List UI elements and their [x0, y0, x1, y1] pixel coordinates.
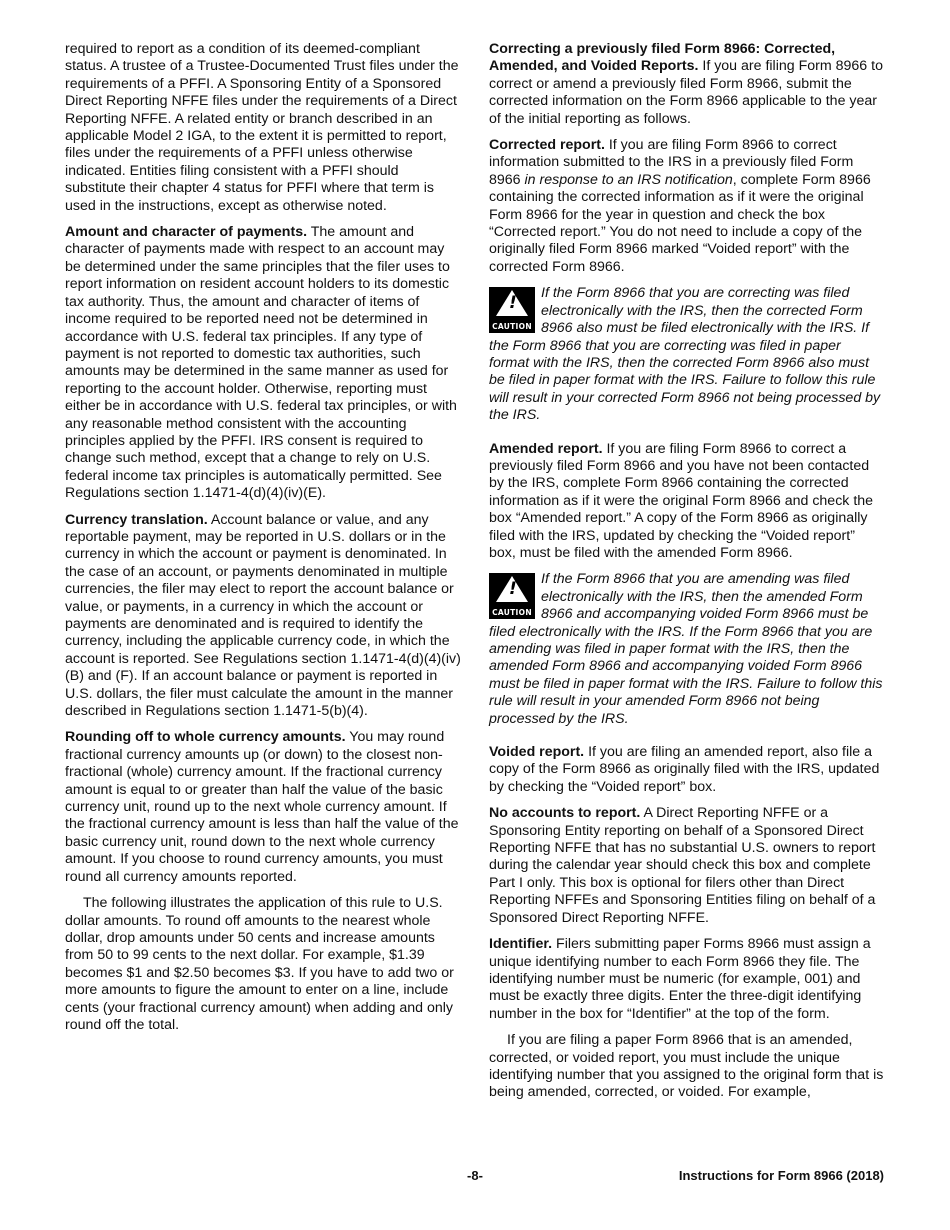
page-number: -8-: [467, 1168, 483, 1183]
paragraph-rounding: [65, 729, 461, 886]
heading-corrected-report: Corrected report.: [489, 137, 605, 154]
heading-identifier: Identifier.: [489, 936, 553, 953]
caution-icon: ! CAUTION: [489, 287, 535, 333]
paragraph-identifier: [489, 936, 884, 1023]
heading-currency-translation: Currency translation.: [65, 511, 208, 528]
caution-note-corrected: [489, 285, 884, 424]
paragraph-deemed-compliant: required to report as a condition of its deemed-compliant status. A trustee of a Trustee-Documented Trust files under the requirements of a PFFI. A Sponsoring Entity of a Sponsored Direct Reporting NFFE files under the requirements of a Direct Reporting NFFE. A related entity or branch described in an applicable Model 2 IGA, to the extent it is permitted to report, files under the requirements of a PFFI unless otherwise indicated. Entities filing consistent with a PFFI should substitute their chapter 4 status for PFFI where that term is used in the instructions, except as otherwise noted.: [65, 41, 459, 214]
paragraph-amended-report: [489, 441, 884, 563]
body-no-accounts: A Direct Reporting NFFE or a Sponsoring Entity reporting on behalf of a Sponsored Direct Reporting NFFE that has no substantial U.S. owners to report during the calendar year should check this box and complete Part I only. This box is optional for filers other than Direct Reporting NFFEs and Sponsoring Entities filing on behalf of a Sponsored Direct Reporting NFFE.: [489, 805, 876, 926]
right-column: [489, 41, 884, 1111]
caution-label: CAUTION: [492, 608, 532, 618]
body-corrected-report-2: , complete Form 8966 containing the corrected information as if it were the original Form 8966 for the year in question and check the box “Corrected report.” You do not need to include a copy of the originally filed Form 8966 marked “Voided report” with the corrected Form 8966.: [489, 171, 871, 275]
body-rounding: You may round fractional currency amounts up (or down) to the closest non-fractional (whole) currency amount. If the fractional currency amount is equal to or greater than half the value of the basic currency unit, round up to the next whole currency amount. If the fractional currency amount is less than half the value of the basic currency unit, round down to the next whole currency amount. If you choose to round currency amounts, you must round all currency amounts reported.: [65, 729, 459, 885]
heading-rounding: Rounding off to whole currency amounts.: [65, 729, 346, 746]
paragraph-no-accounts: [489, 805, 884, 927]
body-identifier: Filers submitting paper Forms 8966 must assign a unique identifying number to each Form 8966 they file. The identifying number must be numeric (for example, 001) and must be exactly three digits. Enter the three-digit identifying number in the box for “Identifier” at the top of the form.: [489, 936, 871, 1022]
caution-icon: ! CAUTION: [489, 573, 535, 619]
paragraph-currency-translation: [65, 512, 461, 721]
heading-voided-report: Voided report.: [489, 744, 585, 761]
heading-amount-character: Amount and character of payments.: [65, 224, 308, 241]
paragraph-identifier-more: If you are filing a paper Form 8966 that is an amended, corrected, or voided report, you must include the unique identifying number that you assigned to the original form that is being amended, corrected, or voided. For example,: [489, 1032, 884, 1101]
caution-note-amended: [489, 571, 884, 728]
heading-no-accounts: No accounts to report.: [489, 805, 641, 822]
left-column: [65, 41, 461, 1043]
paragraph-corrected-report: [489, 137, 884, 276]
paragraph-voided-report: [489, 744, 884, 796]
paragraph-rounding-example: The following illustrates the application of this rule to U.S. dollar amounts. To round off amounts to the nearest whole dollar, drop amounts under 50 cents and increase amounts from 50 to 99 cents to the next dollar. For example, $1.39 becomes $1 and $2.50 becomes $3. If you have to add two or more amounts to figure the amount to enter on a line, include cents (your fractional currency amount) when adding and only round off the total.: [65, 895, 454, 1033]
body-correcting: If you are filing Form 8966 to correct or amend a previously filed Form 8966, submit the corrected information on the Form 8966 applicable to the year of the initial reporting as follows.: [489, 58, 883, 127]
body-corrected-report-em: in response to an IRS notification: [524, 171, 733, 188]
body-amended-report: If you are filing Form 8966 to correct a previously filed Form 8966 and you have not been contacted by the IRS, complete Form 8966 containing the corrected information as if it were the original Form 8966 and check the box “Amended report.” A copy of the Form 8966 as originally filed with the IRS, updated by checking the “Voided report” box, must be filed with the amended Form 8966.: [489, 440, 874, 561]
caution-text-corrected: If the Form 8966 that you are correcting was filed electronically with the IRS, then the corrected Form 8966 also must be filed electronically with the IRS. If the Form 8966 that you are correcting was filed in paper format with the IRS, then the corrected Form 8966 also must be filed in paper format with the IRS. Failure to follow this rule will result in your corrected Form 8966 not being processed by the IRS.: [489, 285, 881, 424]
caution-label: CAUTION: [492, 322, 532, 332]
paragraph-correcting: [489, 41, 884, 128]
caution-text-amended: If the Form 8966 that you are amending was filed electronically with the IRS, then the amended Form 8966 and accompanying voided Form 8966 must be filed electronically with the IRS. If the Form 8966 that you are amending was filed in paper format with the IRS, then the amended Form 8966 and accompanying voided Form 8966 must be filed in paper format with the IRS. Failure to follow this rule will result in your amended Form 8966 not being processed by the IRS.: [489, 571, 883, 727]
body-voided-report: If you are filing an amended report, also file a copy of the Form 8966 as originally filed with the IRS, updated by checking the “Voided report” box.: [489, 744, 880, 795]
heading-correcting: Correcting a previously filed Form 8966: Corrected, Amended, and Voided Reports.: [489, 41, 836, 75]
paragraph-amount-character: [65, 224, 461, 503]
body-corrected-report-1: If you are filing Form 8966 to correct information submitted to the IRS in a previously filed Form 8966: [489, 137, 854, 188]
body-amount-character: The amount and character of payments made with respect to an account may be determined under the same principles that the filer uses to report information on resident account holders to its domestic tax authority. Thus, the amount and character of items of income required to be reported need not be determined in accordance with U.S. federal tax principles. If any type of payment is not reported to domestic tax authorities, such amounts may be determined in the same manner as used for reporting to the account holder. Otherwise, reporting must either be in accordance with U.S. federal tax principles, or with any reasonable method consistent with the accounting principles applied by the PFFI. IRS consent is required to change such method, except that a change to rely on U.S. federal income tax principles is automatically permitted. See Regulations section 1.1471-4(d)(4)(iv)(E).: [65, 224, 457, 502]
footer-title: Instructions for Form 8966 (2018): [678, 1168, 884, 1183]
heading-amended-report: Amended report.: [489, 440, 603, 457]
body-currency-translation: Account balance or value, and any reportable payment, may be reported in U.S. dollars or in the currency in which the account or payment is denominated. In the case of an account, or payments denominated in multiple currencies, the filer may elect to report the account balance or value, or payments, in a currency in which the account or payments are denominated and is required to identify the currency, including the applicable currency code, in which the account is reported. See Regulations section 1.1471-4(d)(4)(iv)(B) and (F). If an account balance or payment is reported in U.S. dollars, the filer must calculate the amount in the manner described in Regulations section 1.1471-5(b)(4).: [65, 511, 461, 720]
